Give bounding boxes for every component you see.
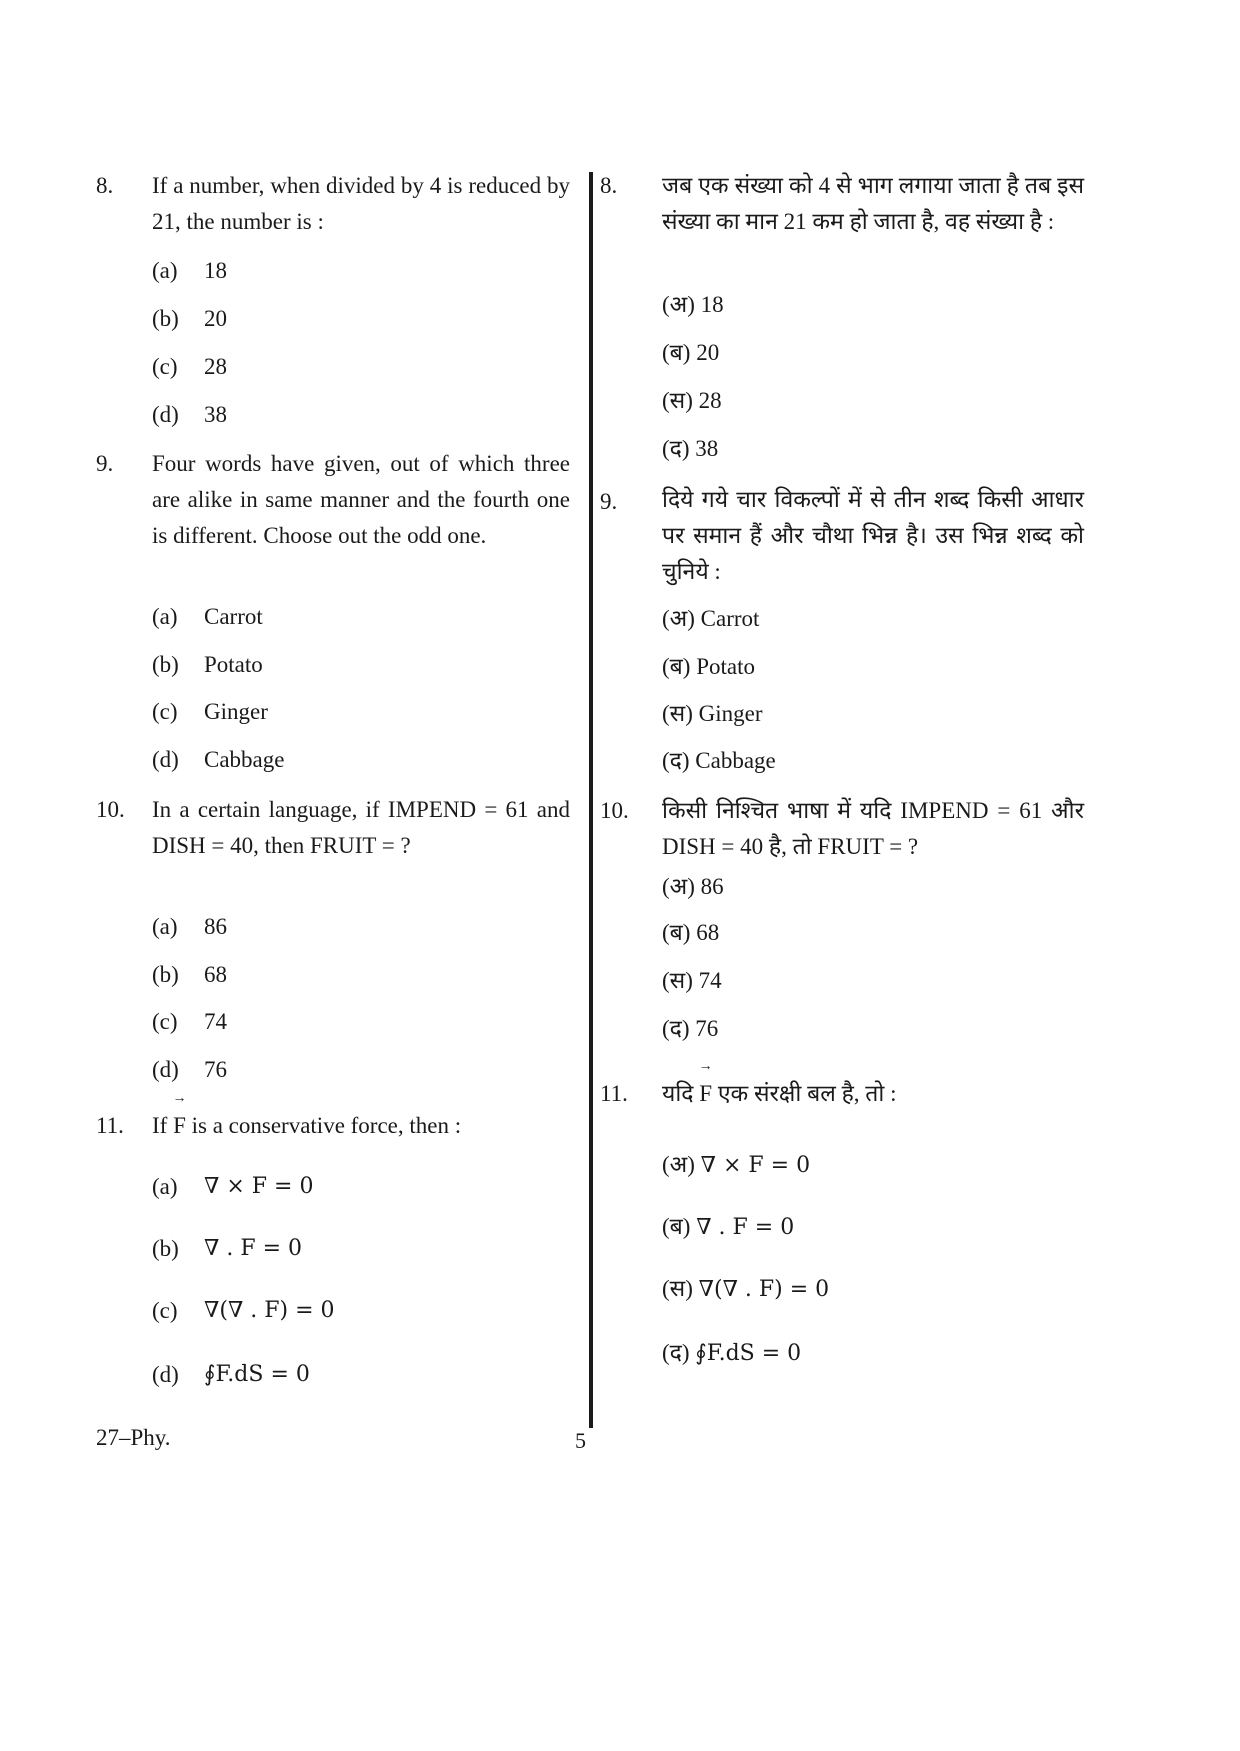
option-formula: ∮F.dS = 0 [204,1362,310,1387]
option [152,1234,552,1264]
option [152,400,552,430]
question-text: जब एक संख्या को 4 से भाग लगाया जाता है तब इस संख्या का मान 21 कम हो जाता है, वह संख्या है : [662,173,1084,234]
option-value: Ginger [204,699,268,724]
option [152,960,552,990]
option-value: 20 [204,306,227,331]
question-text [662,1076,1084,1112]
option-value: 18 [204,258,227,283]
option-label: (स) [662,701,693,726]
vector-f-symbol: → F [699,1076,712,1112]
option [152,256,552,286]
column-divider [589,172,593,1428]
option [662,872,724,902]
option-label: (b) [152,962,179,987]
option-value: Carrot [204,604,263,629]
option-label: (अ) [662,292,695,317]
option [662,699,763,729]
option [662,290,724,320]
option-value: 86 [204,914,227,939]
option-formula: ∇ . F = 0 [696,1215,795,1240]
page-number: 5 [575,1428,586,1453]
option-label: (c) [152,354,178,379]
option [662,1014,718,1044]
option-label: (द) [662,1340,690,1365]
option-label: (ब) [662,1214,691,1239]
question-number: 10. [600,798,629,823]
option-value: Ginger [698,701,763,726]
option-value: 28 [698,388,722,413]
option-label: (a) [152,258,178,283]
option [152,1055,552,1085]
option-label: (a) [152,604,178,629]
option [152,304,552,334]
option-label: (स) [662,1276,693,1301]
question-text: Four words have given, out of which three are alike in same manner and the fourth one is different. Choose out the odd one. [152,451,570,548]
option-label: (c) [152,1009,178,1034]
option-label: (द) [662,1016,690,1041]
option-label: (a) [152,914,178,939]
vector-f-symbol: → F [173,1108,186,1144]
option-value: Carrot [700,606,760,631]
question-number: 11. [600,1081,628,1106]
option [662,1212,794,1243]
option [662,918,719,948]
option [662,1274,829,1305]
option-value: 28 [204,354,227,379]
option-value: 38 [695,436,719,461]
option-label: (b) [152,306,179,331]
option-value: 74 [698,968,722,993]
option-value: 18 [700,292,724,317]
question-text-end: एक संरक्षी बल है, तो : [717,1081,897,1106]
question-text: किसी निश्चित भाषा में यदि IMPEND = 61 और DISH = 40 है, तो FRUIT = ? [662,798,1084,859]
option-value: Cabbage [204,747,285,772]
option-label: (d) [152,402,179,427]
question-number: 9. [96,451,114,476]
option [662,746,776,776]
option-value: 74 [204,1009,227,1034]
question-text: In a certain language, if IMPEND = 61 and DISH = 40, then FRUIT = ? [152,797,570,858]
option [662,604,759,634]
option-value: 38 [204,402,227,427]
question-number: 8. [600,173,618,198]
option-value: Cabbage [695,748,776,773]
option-value: Potato [204,652,263,677]
option-value: 20 [696,340,720,365]
option-label: (d) [152,747,179,772]
option [662,434,718,464]
question-text: दिये गये चार विकल्पों में से तीन शब्द किसी आधार पर समान हैं और चौथा भिन्न है। उस भिन्न शब्द को चुनिये : [662,487,1084,584]
option-value: 86 [700,874,724,899]
question-number: 10. [96,797,125,822]
option [662,1338,801,1369]
option [662,338,719,368]
option [152,697,552,727]
option-label: (अ) [662,874,695,899]
option [662,1150,810,1181]
option [152,1007,552,1037]
option [152,1296,552,1326]
option-formula: ∇(∇ . F) = 0 [204,1298,335,1323]
question-text: If a number, when divided by 4 is reduced by 21, the number is : [152,173,570,234]
question-number: 11. [96,1113,124,1138]
option-formula: ∮F.dS = 0 [695,1341,802,1366]
option [662,386,722,416]
option-label: (a) [152,1174,178,1199]
option-label: (ब) [662,920,691,945]
question-number: 9. [600,489,618,514]
option-value: 76 [695,1016,719,1041]
question-text-start: यदि [662,1081,694,1106]
option-label: (स) [662,968,693,993]
option-label: (c) [152,699,178,724]
option [152,1172,552,1202]
option-formula: ∇ . F = 0 [204,1236,303,1261]
option [152,745,552,775]
question-number: 8. [96,173,114,198]
option [662,966,722,996]
option-value: Potato [696,654,755,679]
option [662,652,755,682]
option-label: (d) [152,1057,179,1082]
option-label: (द) [662,436,690,461]
paper-code: 27–Phy. [96,1425,171,1450]
option-label: (ब) [662,340,691,365]
option-label: (b) [152,1236,179,1261]
question-text-end: is a conservative force, then : [191,1113,462,1138]
option-label: (b) [152,652,179,677]
option-value: 76 [204,1057,227,1082]
option-formula: ∇ × F = 0 [700,1153,811,1178]
option [152,1360,552,1390]
option-label: (अ) [662,1152,695,1177]
question-text [152,1108,570,1144]
option-label: (ब) [662,654,691,679]
option [152,650,552,680]
option-label: (द) [662,748,690,773]
option-formula: ∇(∇ . F) = 0 [698,1277,830,1302]
option [152,352,552,382]
option-formula: ∇ × F = 0 [204,1174,314,1199]
option-label: (अ) [662,606,695,631]
option-label: (d) [152,1362,179,1387]
option-value: 68 [204,962,227,987]
option-label: (स) [662,388,693,413]
question-text-start: If [152,1113,168,1138]
option-value: 68 [696,920,720,945]
option [152,602,552,632]
option [152,912,552,942]
option-label: (c) [152,1298,178,1323]
